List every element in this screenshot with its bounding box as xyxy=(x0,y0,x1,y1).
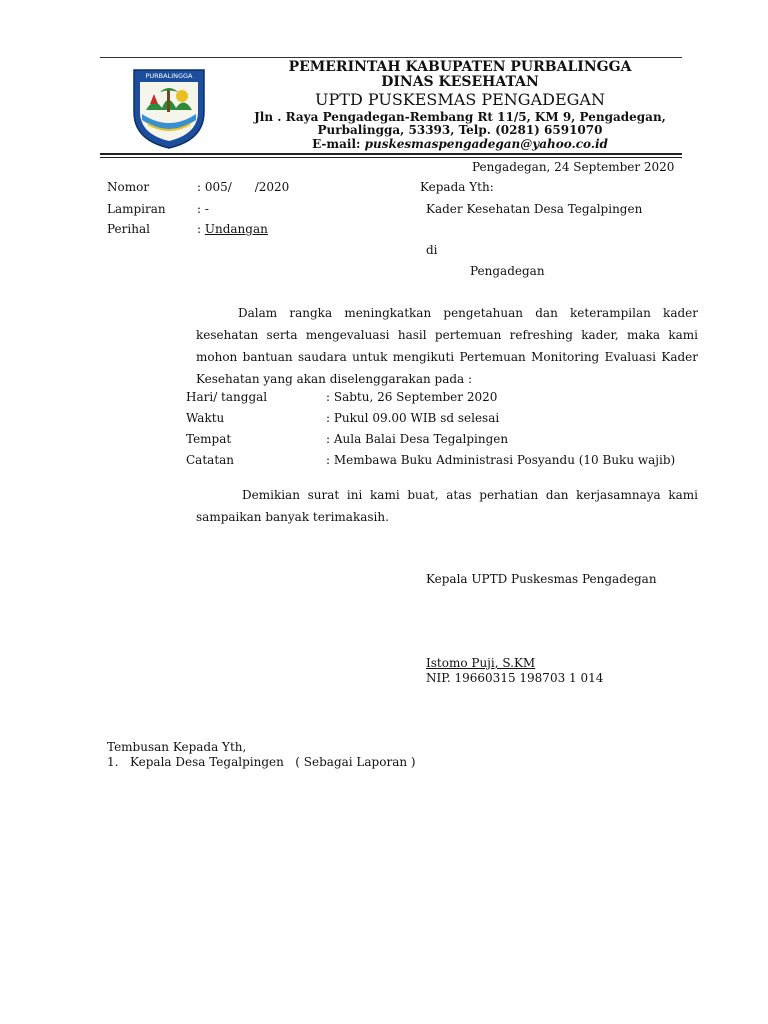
signature-name: Istomo Puji, S.KM xyxy=(426,656,536,670)
letterhead-government: PEMERINTAH KABUPATEN PURBALINGGA xyxy=(288,59,632,75)
perihal-subject: Undangan xyxy=(204,222,268,236)
recipient-place: Pengadegan xyxy=(470,264,545,278)
lampiran-value: : - xyxy=(197,202,209,216)
header-bottom-rule-thick xyxy=(100,153,682,155)
perihal-label: Perihal xyxy=(107,222,150,236)
perihal-colon: : xyxy=(197,222,205,236)
email-label: E-mail: xyxy=(312,137,365,151)
nomor-label: Nomor xyxy=(107,180,150,194)
letterhead-unit: UPTD PUSKESMAS PENGADEGAN xyxy=(315,90,605,109)
header-top-rule xyxy=(100,57,682,58)
letterhead-address-line1: Jln . Raya Pengadegan-Rembang Rt 11/5, KM 9, Pengadegan, xyxy=(254,110,666,124)
body-paragraph-2: Demikian surat ini kami buat, atas perhatian dan kerjasamnaya kami sampaikan banyak terimakasih. xyxy=(196,488,698,524)
letterhead-email xyxy=(180,137,740,151)
nomor-value: : 005/ /2020 xyxy=(197,180,290,194)
header-bottom-rule-thin xyxy=(100,157,682,158)
email-address: puskesmaspengadegan@yahoo.co.id xyxy=(364,137,608,151)
detail-label-place: Tempat xyxy=(186,432,232,446)
cc-heading: Tembusan Kepada Yth, xyxy=(107,740,247,754)
lampiran-label: Lampiran xyxy=(107,202,166,216)
recipient-name: Kader Kesehatan Desa Tegalpingen xyxy=(426,202,643,216)
detail-value-note: : Membawa Buku Administrasi Posyandu (10 Buku wajib) xyxy=(326,453,676,467)
cc-item-number: 1. xyxy=(107,755,119,769)
detail-label-time: Waktu xyxy=(186,411,225,425)
perihal-value xyxy=(197,222,268,236)
emblem-text: PURBALINGGA xyxy=(145,72,193,80)
recipient-di: di xyxy=(426,243,438,257)
detail-label-date: Hari/ tanggal xyxy=(186,390,268,404)
body-paragraph-1: Dalam rangka meningkatkan pengetahuan dan keterampilan kader kesehatan serta mengevaluasi hasil pertemuan refreshing kader, maka kami mohon bantuan saudara untuk mengikuti Pertemuan Monitoring Evaluasi Kader Kesehatan yang akan diselenggarakan pada : xyxy=(196,306,698,386)
detail-value-date: : Sabtu, 26 September 2020 xyxy=(326,390,498,404)
letter-date: Pengadegan, 24 September 2020 xyxy=(472,160,675,174)
cc-item-text: Kepala Desa Tegalpingen ( Sebagai Laporan ) xyxy=(130,755,416,769)
detail-value-place: : Aula Balai Desa Tegalpingen xyxy=(326,432,509,446)
letterhead-address-line2: Purbalingga, 53393, Telp. (0281) 6591070 xyxy=(317,123,603,137)
signature-title: Kepala UPTD Puskesmas Pengadegan xyxy=(426,572,657,586)
detail-label-note: Catatan xyxy=(186,453,235,467)
letterhead-department: DINAS KESEHATAN xyxy=(381,74,539,90)
recipient-to-label: Kepada Yth: xyxy=(420,180,494,194)
detail-value-time: : Pukul 09.00 WIB sd selesai xyxy=(326,411,500,425)
signature-nip: NIP. 19660315 198703 1 014 xyxy=(426,671,604,685)
